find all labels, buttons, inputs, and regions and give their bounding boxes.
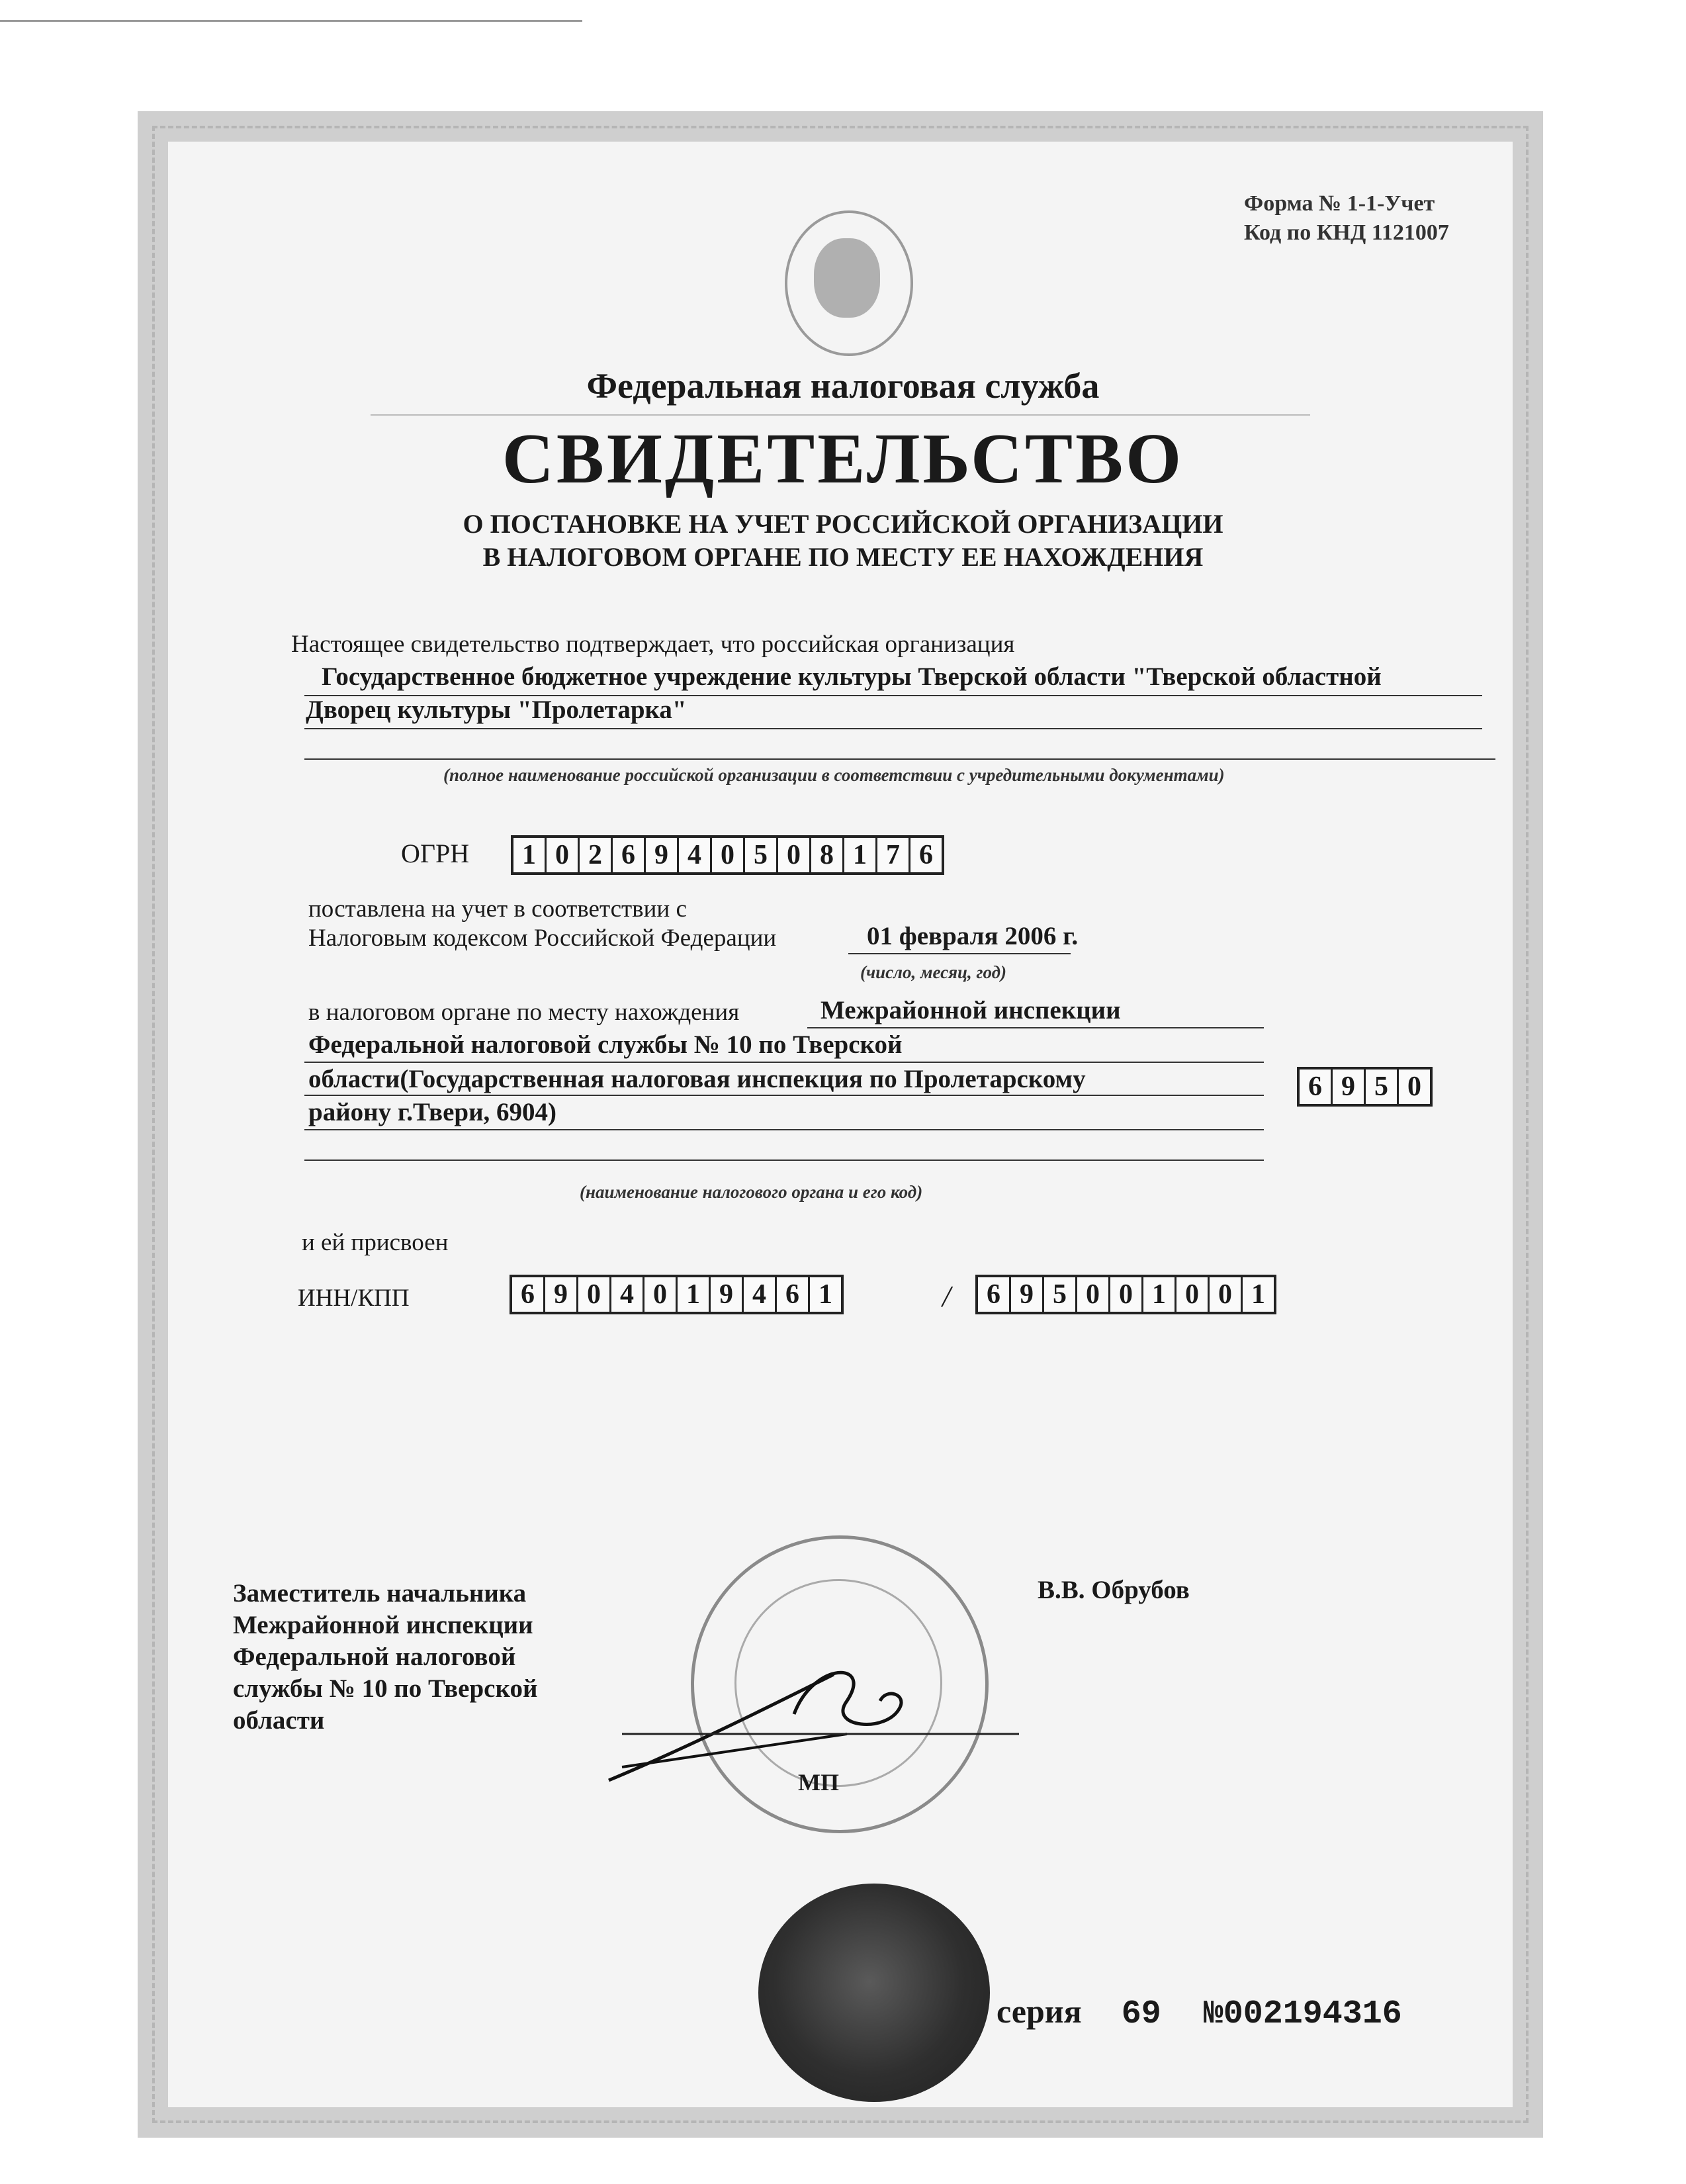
ogrn-digit: 1 (513, 838, 547, 872)
kpp-digit: 0 (1110, 1277, 1143, 1312)
ogrn-digit: 2 (580, 838, 613, 872)
kpp-digit: 0 (1077, 1277, 1110, 1312)
registration-line1: поставлена на учет в соответствии с (308, 895, 687, 923)
tax-underline-3 (304, 1095, 1264, 1096)
subtitle-line2: В НАЛОГОВОМ ОРГАНЕ ПО МЕСТУ ЕЕ НАХОЖДЕНИЯ (482, 542, 1204, 572)
org-underline-2 (304, 728, 1482, 729)
assigned-label: и ей присвоен (302, 1229, 449, 1256)
ogrn-digit: 5 (745, 838, 778, 872)
series-label: серия (997, 1993, 1082, 2030)
kpp-digit: 0 (1176, 1277, 1210, 1312)
tax-underline-1 (807, 1027, 1264, 1028)
kpp-digit: 0 (1210, 1277, 1243, 1312)
form-number: Форма № 1-1-Учет (1244, 191, 1435, 216)
inn-digit: 0 (578, 1277, 611, 1312)
inn-boxes (510, 1275, 844, 1314)
tax-code-digit: 0 (1407, 1071, 1421, 1102)
inn-kpp-label: ИНН/КПП (298, 1285, 410, 1312)
registration-date: 01 февраля 2006 г. (867, 922, 1079, 950)
kpp-digit: 5 (1044, 1277, 1077, 1312)
organization-name-line2: Дворец культуры "Пролетарка" (306, 696, 687, 724)
intro-text: Настоящее свидетельство подтверждает, что российская организация (291, 631, 1015, 658)
ogrn-digit: 6 (919, 840, 933, 870)
inn-kpp-separator: / (942, 1279, 951, 1313)
inn-digit: 9 (711, 1277, 744, 1312)
inn-digit: 1 (819, 1279, 832, 1310)
ogrn-digit: 0 (712, 838, 745, 872)
inn-digit: 1 (678, 1277, 711, 1312)
inn-digit: 6 (512, 1277, 545, 1312)
org-underline-3 (304, 758, 1495, 760)
tax-code-digit: 6 (1300, 1069, 1333, 1104)
signatory-title: Заместитель начальника Межрайонной инспекции Федеральной налоговой службы № 10 по Тверской области (233, 1579, 538, 1735)
signatory-name: В.В. Обрубов (1038, 1576, 1190, 1604)
stamp-place-label: МП (798, 1769, 839, 1796)
tax-authority-prefix: в налоговом органе по месту нахождения (308, 999, 740, 1026)
ogrn-digit: 7 (877, 838, 910, 872)
date-caption: (число, месяц, год) (860, 962, 1007, 982)
ogrn-digit: 8 (811, 838, 844, 872)
knd-code: Код по КНД 1121007 (1244, 220, 1449, 245)
ogrn-digit: 9 (646, 838, 679, 872)
series-line (997, 1992, 1402, 2033)
hologram-seal-icon (758, 1884, 990, 2102)
tax-underline-2 (304, 1062, 1264, 1063)
kpp-boxes (975, 1275, 1276, 1314)
kpp-digit: 6 (978, 1277, 1011, 1312)
form-header (1244, 189, 1449, 248)
inn-digit: 9 (545, 1277, 578, 1312)
title-divider (371, 414, 1310, 416)
tax-underline-5 (304, 1160, 1264, 1161)
ogrn-digit: 0 (778, 838, 811, 872)
registration-line2: Налоговым кодексом Российской Федерации (308, 925, 777, 952)
document-title: СВИДЕТЕЛЬСТВО (502, 420, 1184, 498)
service-name: Федеральная налоговая служба (586, 366, 1100, 406)
series-number: №002194316 (1203, 1995, 1402, 2033)
inn-digit: 4 (744, 1277, 777, 1312)
kpp-digit: 1 (1143, 1277, 1176, 1312)
tax-underline-4 (304, 1129, 1264, 1130)
ogrn-digit: 0 (547, 838, 580, 872)
ogrn-digit: 6 (613, 838, 646, 872)
tax-authority-line2: Федеральной налоговой службы № 10 по Тверской (308, 1030, 903, 1059)
tax-code-digit: 9 (1333, 1069, 1366, 1104)
organization-caption: (полное наименование российской организации в соответствии с учредительными документами) (443, 765, 1225, 785)
tax-authority-line4: району г.Твери, 6904) (308, 1098, 557, 1126)
series-value: 69 (1121, 1995, 1161, 2033)
kpp-digit: 9 (1011, 1277, 1044, 1312)
ogrn-digit: 1 (844, 838, 877, 872)
inn-digit: 6 (777, 1277, 810, 1312)
organization-name-line1: Государственное бюджетное учреждение культуры Тверской области "Тверской областной (322, 662, 1382, 691)
inn-digit: 4 (611, 1277, 644, 1312)
ogrn-digit: 4 (679, 838, 712, 872)
ogrn-label: ОГРН (401, 839, 470, 868)
subtitle-line1: О ПОСТАНОВКЕ НА УЧЕТ РОССИЙСКОЙ ОРГАНИЗАЦИИ (463, 509, 1223, 539)
tax-authority-line1: Межрайонной инспекции (821, 996, 1121, 1024)
tax-authority-caption: (наименование налогового органа и его код) (580, 1182, 923, 1202)
emblem-eagle-icon (814, 238, 880, 318)
tax-authority-line3: области(Государственная налоговая инспекция по Пролетарскому (308, 1065, 1086, 1093)
tax-code-boxes (1297, 1067, 1433, 1107)
inn-digit: 0 (644, 1277, 678, 1312)
ogrn-boxes (511, 835, 944, 875)
scan-edge-line (0, 20, 582, 22)
date-underline (848, 953, 1071, 954)
tax-code-digit: 5 (1366, 1069, 1399, 1104)
kpp-digit: 1 (1251, 1279, 1265, 1310)
